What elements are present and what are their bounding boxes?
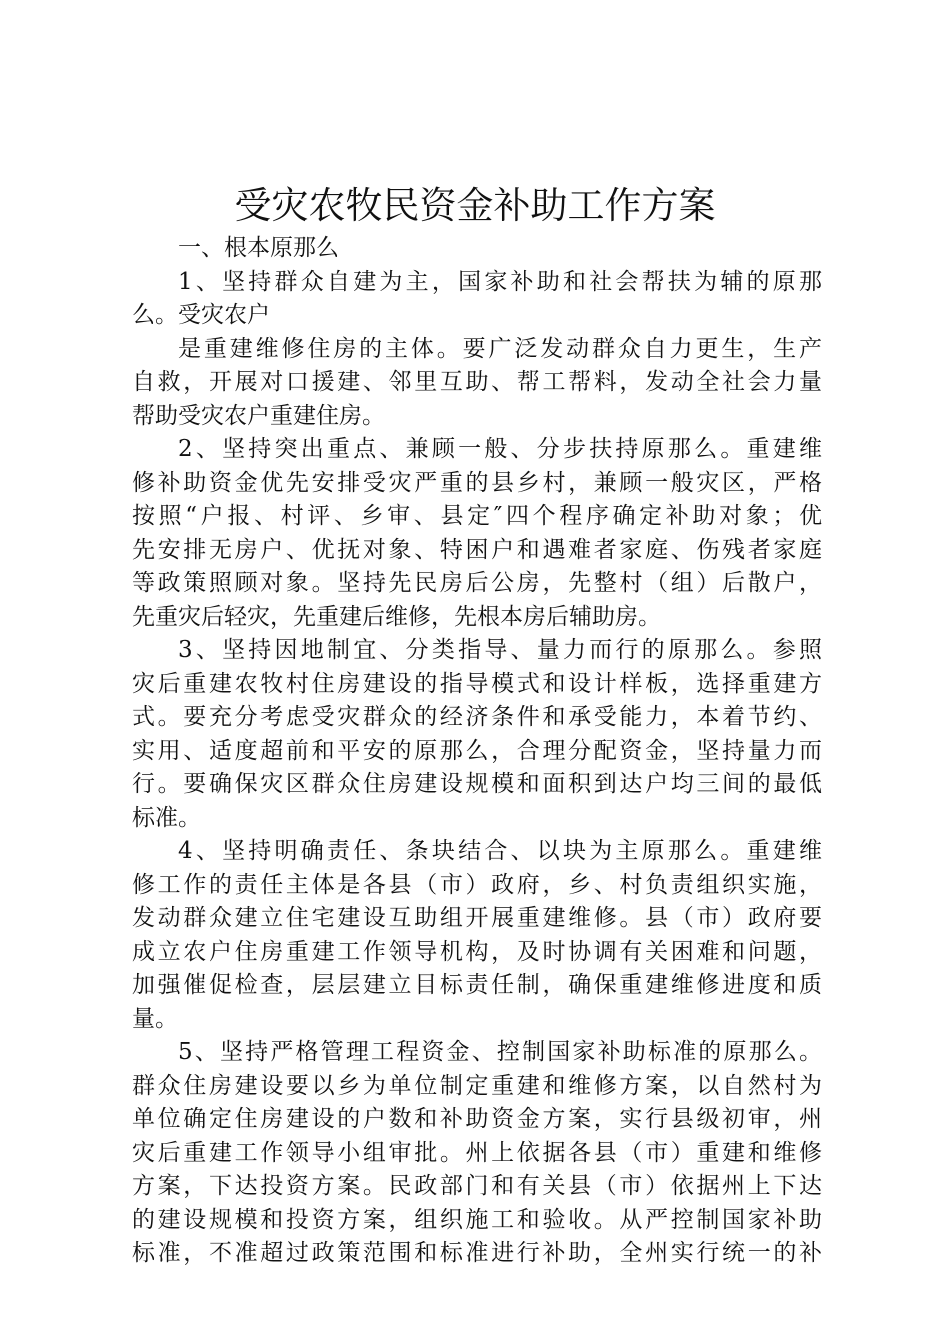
document-title: 受灾农牧民资金补助工作方案 xyxy=(234,184,716,227)
body-line: 一、根本原那么 xyxy=(178,235,339,261)
body-line: 量。 xyxy=(132,1005,178,1032)
body-line: 灾后重建农牧村住房建设的指导模式和设计样板，选择重建方 xyxy=(132,670,822,697)
body-line: 按照“户报、村评、乡审、县定″四个程序确定补助对象；优 xyxy=(132,503,822,529)
body-line: 3、坚持因地制宜、分类指导、量力而行的原那么。参照 xyxy=(178,637,822,663)
body-line: 等政策照顾对象。坚持先民房后公房，先整村（组）后散户， xyxy=(132,570,822,596)
body-line: 4、坚持明确责任、条块结合、以块为主原那么。重建维 xyxy=(178,838,822,864)
body-line: 成立农户住房重建工作领导机构，及时协调有关困难和问题， xyxy=(132,938,822,965)
body-line: 么。受灾农户 xyxy=(132,302,270,328)
body-line: 标准，不准超过政策范围和标准进行补助，全州实行统一的补 xyxy=(132,1240,822,1266)
body-line: 2、坚持突出重点、兼顾一般、分步扶持原那么。重建维 xyxy=(178,436,822,462)
body-line: 行。要确保灾区群众住房建设规模和面积到达户均三间的最低 xyxy=(132,771,822,797)
body-line: 方案，下达投资方案。民政部门和有关县（市）依据州上下达 xyxy=(132,1173,822,1199)
body-line: 先重灾后轻灾，先重建后维修，先根本房后辅助房。 xyxy=(132,603,661,630)
body-line: 5、坚持严格管理工程资金、控制国家补助标准的原那么。 xyxy=(178,1039,822,1065)
body-line: 的建设规模和投资方案，组织施工和验收。从严控制国家补助 xyxy=(132,1206,822,1233)
body-line: 1、坚持群众自建为主，国家补助和社会帮扶为辅的原那 xyxy=(178,268,822,295)
body-line: 修工作的责任主体是各县（市）政府，乡、村负责组织实施， xyxy=(132,871,822,898)
body-line: 单位确定住房建设的户数和补助资金方案，实行县级初审，州 xyxy=(132,1106,822,1132)
body-line: 修补助资金优先安排受灾严重的县乡村，兼顾一般灾区，严格 xyxy=(132,469,822,496)
body-line: 先安排无房户、优抚对象、特困户和遇难者家庭、伤残者家庭 xyxy=(132,536,822,563)
body-line: 加强催促检查，层层建立目标责任制，确保重建维修进度和质 xyxy=(132,972,822,998)
body-line: 实用、适度超前和平安的原那么，合理分配资金，坚持量力而 xyxy=(132,737,822,764)
body-line: 群众住房建设要以乡为单位制定重建和维修方案，以自然村为 xyxy=(132,1072,822,1099)
body-line: 发动群众建立住宅建设互助组开展重建维修。县（市）政府要 xyxy=(132,905,822,931)
body-line: 自救，开展对口援建、邻里互助、帮工帮料，发动全社会力量 xyxy=(132,369,822,395)
body-line: 帮助受灾农户重建住房。 xyxy=(132,402,385,429)
body-line: 是重建维修住房的主体。要广泛发动群众自力更生，生产 xyxy=(178,335,822,362)
document-body xyxy=(132,232,822,1271)
body-line: 灾后重建工作领导小组审批。州上依据各县（市）重建和维修 xyxy=(132,1139,822,1166)
body-line: 标准。 xyxy=(132,804,201,831)
body-line: 式。要充分考虑受灾群众的经济条件和承受能力，本着节约、 xyxy=(132,704,822,730)
